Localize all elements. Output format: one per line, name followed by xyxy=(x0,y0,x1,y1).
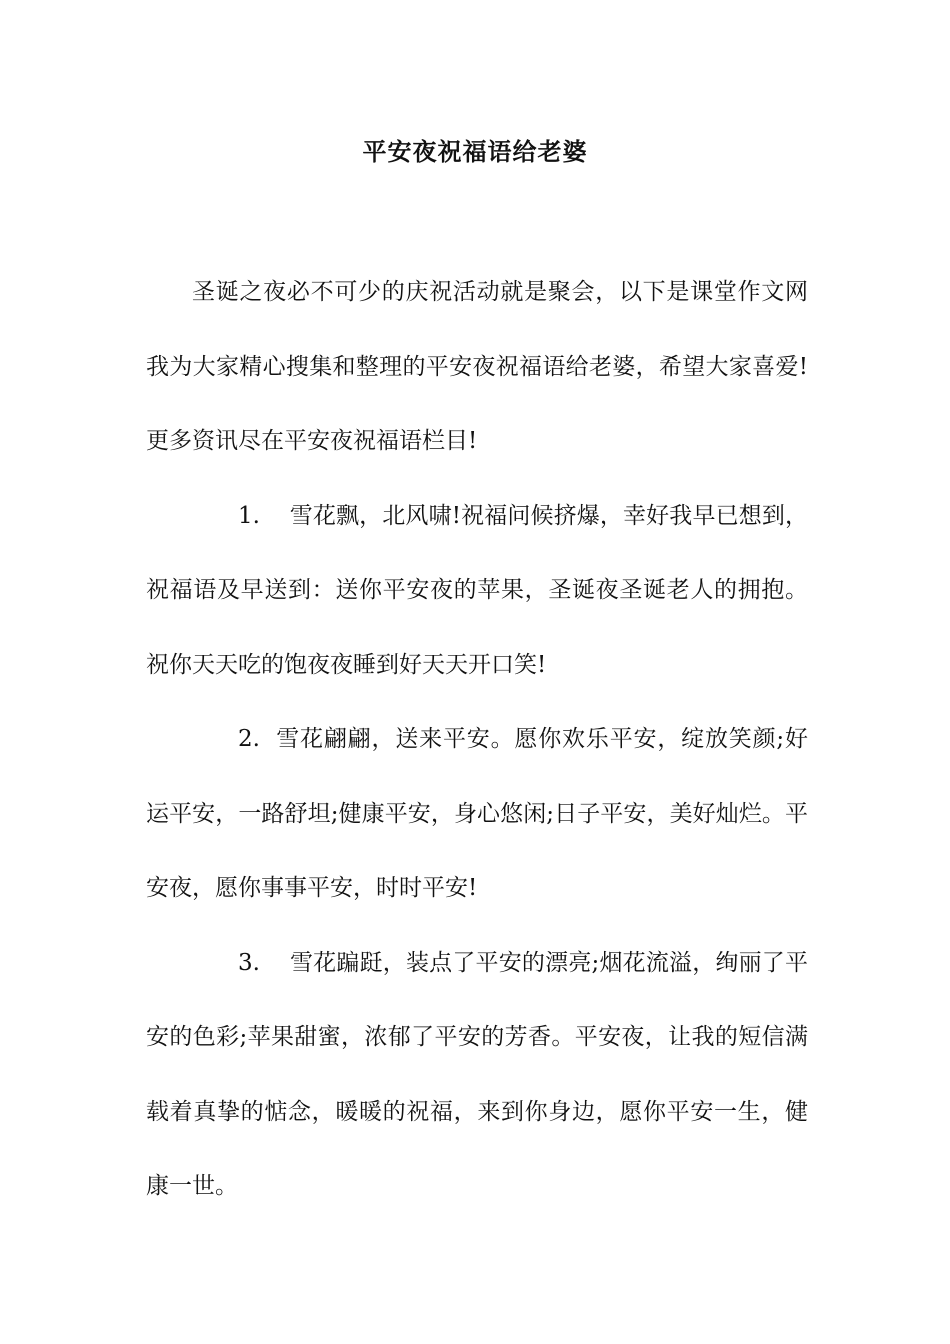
document-body xyxy=(146,255,808,1224)
item-number: 2. xyxy=(238,726,260,752)
item-number: 1. xyxy=(238,502,260,529)
intro-paragraph xyxy=(146,255,808,479)
blessing-paragraph-1 xyxy=(146,479,808,703)
paragraph-text: 雪花蹁跹，装点了平安的漂亮;烟花流溢，绚丽了平安的色彩;苹果甜蜜，浓郁了平安的芳香。平安夜，让我的短信满载着真挚的惦念，暖暖的祝福，来到你身边，愿你平安一生，健康一世。 xyxy=(146,949,809,1199)
item-number: 3. xyxy=(238,949,260,976)
paragraph-text: 雪花飘，北风啸!祝福问候挤爆，幸好我早已想到，祝福语及早送到：送你平安夜的苹果，圣诞夜圣诞老人的拥抱。祝你天天吃的饱夜夜睡到好天天开口笑! xyxy=(146,502,808,678)
paragraph-text: 雪花翩翩，送来平安。愿你欢乐平安，绽放笑颜;好运平安，一路舒坦;健康平安，身心悠闲;日子平安，美好灿烂。平安夜，愿你事事平安，时时平安! xyxy=(146,726,809,901)
paragraph-text: 圣诞之夜必不可少的庆祝活动就是聚会，以下是课堂作文网我为大家精心搜集和整理的平安夜祝福语给老婆，希望大家喜爱!更多资讯尽在平安夜祝福语栏目! xyxy=(146,279,808,454)
document-title: 平安夜祝福语给老婆 xyxy=(362,137,588,166)
blessing-paragraph-3 xyxy=(146,926,808,1224)
blessing-paragraph-2 xyxy=(146,702,808,926)
